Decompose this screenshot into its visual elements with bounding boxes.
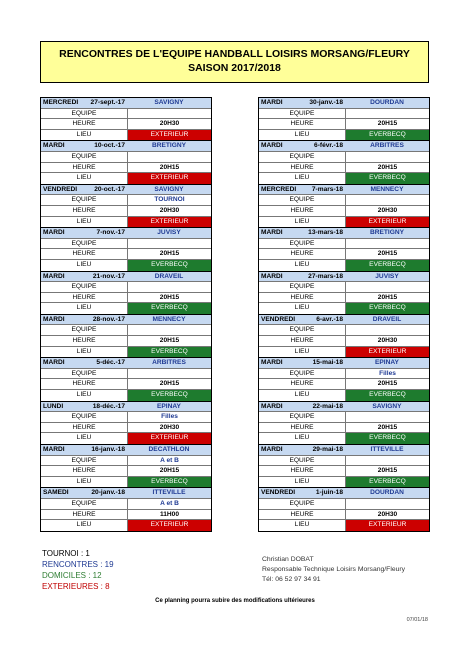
equipe-value [345,195,429,205]
match-header [41,141,211,152]
heure-label: HEURE [72,467,96,475]
heure-value: 20H15 [345,249,429,259]
heure-label: HEURE [290,293,314,301]
heure-label: HEURE [290,510,314,518]
opponent-team: ITTEVILLE [152,489,186,497]
lieu-label: LIEU [294,391,310,399]
match-header [259,228,429,239]
equipe-label: EQUIPE [71,239,97,247]
opponent-team: DOURDAN [370,99,404,106]
equipe-row [259,282,429,293]
lieu-row [259,347,429,358]
equipe-row [259,499,429,510]
match-day: LUNDI [43,402,64,410]
equipe-row [259,325,429,336]
equipe-row [41,282,211,293]
opponent-team: SAVIGNY [372,402,402,410]
document-date: 07/01/18 [406,617,428,623]
match-day: MARDI [43,359,65,367]
heure-row [41,163,211,174]
heure-label: HEURE [72,510,96,518]
heure-value: 20H15 [127,379,211,389]
equipe-label: EQUIPE [71,499,97,507]
equipe-row [259,412,429,423]
heure-row [259,206,429,217]
match-day: MARDI [43,229,65,237]
opponent-team: DRAVEIL [372,315,402,323]
heure-label: HEURE [72,423,96,431]
heure-row [259,336,429,347]
equipe-value: Filles [345,369,429,379]
opponent-team: JUVISY [157,229,181,237]
equipe-label: EQUIPE [289,456,315,464]
lieu-row [41,477,211,488]
match-date: 30-janv.-18 [309,99,343,106]
heure-row [259,466,429,477]
equipe-label: EQUIPE [289,196,315,204]
opponent-team: MENNECY [370,185,404,193]
lieu-row [41,347,211,358]
equipe-value [127,282,211,292]
match-day: MARDI [43,272,65,280]
heure-row [41,336,211,347]
match-block [258,358,430,401]
equipe-label: EQUIPE [289,283,315,291]
heure-label: HEURE [290,206,314,214]
equipe-label: EQUIPE [71,152,97,160]
heure-row [41,119,211,130]
match-date: 15-mai-18 [312,359,343,367]
match-day: MARDI [43,315,65,323]
right-schedule-column [258,97,430,532]
equipe-row [41,109,211,120]
signature-phone: Tél: 06 52 97 34 91 [262,576,321,583]
equipe-value [345,456,429,466]
lieu-value: EVERBECQ [345,173,429,184]
match-block [258,402,430,445]
lieu-value: EXTERIEUR [127,433,211,444]
equipe-label: EQUIPE [71,413,97,421]
lieu-label: LIEU [294,477,310,485]
heure-label: HEURE [72,380,96,388]
heure-row [259,293,429,304]
match-header [259,185,429,196]
lieu-row [41,390,211,401]
match-block [258,315,430,358]
match-block [40,185,212,228]
heure-value: 20H30 [127,423,211,433]
lieu-label: LIEU [76,521,92,529]
match-block [258,228,430,271]
opponent-team: DOURDAN [370,489,404,497]
match-block [40,315,212,358]
equipe-value: Filles [127,412,211,422]
match-day: MERCREDI [261,185,297,193]
equipe-label: EQUIPE [289,499,315,507]
heure-value: 20H15 [127,249,211,259]
lieu-value: EXTERIEUR [345,217,429,228]
heure-label: HEURE [290,120,314,128]
match-header [259,315,429,326]
match-date: 20-janv.-18 [91,489,125,497]
match-day: MARDI [43,142,65,150]
equipe-value [345,412,429,422]
footer-note: Ce planning pourra subire des modifications ultérieures [155,598,315,604]
lieu-row [259,173,429,184]
lieu-value: EVERBECQ [127,390,211,401]
summary-exterieures: EXTERIEURES : 8 [42,582,110,591]
match-date: 10-oct.-17 [94,142,125,150]
match-block [258,488,430,531]
lieu-value: EXTERIEUR [127,520,211,531]
equipe-value [127,109,211,119]
lieu-row [259,390,429,401]
equipe-value: A et B [127,499,211,509]
match-header [259,445,429,456]
equipe-row [41,369,211,380]
match-header [259,402,429,413]
equipe-row [41,325,211,336]
lieu-label: LIEU [294,347,310,355]
heure-row [41,423,211,434]
match-header [41,315,211,326]
lieu-label: LIEU [76,347,92,355]
match-day: VENDREDI [261,489,296,497]
lieu-value: EVERBECQ [127,260,211,271]
match-day: VENDREDI [261,315,296,323]
title-line-2: SAISON 2017/2018 [188,62,281,74]
equipe-value: TOURNOI [127,195,211,205]
match-date: 5-déc.-17 [96,359,125,367]
match-header [41,445,211,456]
season-summary [42,548,114,592]
lieu-value: EXTERIEUR [345,520,429,531]
lieu-value: EVERBECQ [345,433,429,444]
match-block [258,141,430,184]
lieu-row [259,260,429,271]
lieu-value: EXTERIEUR [345,347,429,358]
match-day: MARDI [261,272,283,280]
match-date: 6-févr.-18 [314,142,343,150]
lieu-row [41,520,211,531]
lieu-label: LIEU [294,521,310,529]
match-header [41,98,211,109]
match-header [41,228,211,239]
equipe-row [259,456,429,467]
equipe-label: EQUIPE [71,456,97,464]
lieu-value: EVERBECQ [345,260,429,271]
opponent-team: ARBITRES [370,142,404,150]
match-header [259,488,429,499]
lieu-row [259,217,429,228]
equipe-row [41,239,211,250]
heure-value: 20H15 [127,293,211,303]
match-block [40,272,212,315]
lieu-label: LIEU [76,391,92,399]
heure-value: 20H15 [345,379,429,389]
equipe-value: A et B [127,456,211,466]
lieu-row [41,173,211,184]
summary-tournoi: TOURNOI : 1 [42,549,90,558]
equipe-label: EQUIPE [289,369,315,377]
heure-label: HEURE [290,423,314,431]
lieu-value: EVERBECQ [345,477,429,488]
match-header [41,402,211,413]
lieu-row [41,130,211,141]
equipe-label: EQUIPE [71,196,97,204]
equipe-label: EQUIPE [289,109,315,117]
match-date: 22-mai-18 [312,402,343,410]
lieu-label: LIEU [294,174,310,182]
lieu-label: LIEU [294,434,310,442]
match-block [258,97,430,141]
lieu-label: LIEU [76,130,92,138]
heure-label: HEURE [72,337,96,345]
heure-value: 20H30 [345,510,429,520]
lieu-label: LIEU [76,260,92,268]
match-date: 18-déc.-17 [92,402,125,410]
heure-row [259,423,429,434]
opponent-team: ITTEVILLE [370,446,404,453]
opponent-team: SAVIGNY [154,99,184,106]
opponent-team: BRETIGNY [369,229,405,237]
heure-row [41,293,211,304]
match-date: 27-mars-18 [308,272,343,280]
equipe-row [259,195,429,206]
lieu-value: EVERBECQ [345,303,429,314]
lieu-label: LIEU [294,304,310,312]
lieu-row [259,303,429,314]
match-day: MARDI [261,402,283,410]
equipe-value [345,499,429,509]
match-date: 20-oct.-17 [94,185,125,193]
match-date: 28-nov.-17 [92,315,125,323]
match-header [259,98,429,109]
equipe-row [259,152,429,163]
lieu-row [41,433,211,444]
match-date: 6-avr.-18 [316,315,343,323]
heure-value: 20H15 [345,466,429,476]
match-day: SAMEDI [43,489,69,497]
heure-label: HEURE [290,250,314,258]
match-block [40,445,212,488]
lieu-value: EXTERIEUR [127,173,211,184]
equipe-value [345,239,429,249]
match-block [40,141,212,184]
heure-row [259,119,429,130]
equipe-value [127,152,211,162]
lieu-row [41,260,211,271]
equipe-row [41,499,211,510]
heure-label: HEURE [72,293,96,301]
match-day: MARDI [261,229,283,237]
summary-domiciles: DOMICILES : 12 [42,571,102,580]
summary-rencontres: RENCONTRES : 19 [42,560,114,569]
match-header [259,141,429,152]
heure-value: 20H30 [127,119,211,129]
match-day: MARDI [261,142,283,150]
equipe-label: EQUIPE [71,326,97,334]
signature-block [262,555,405,585]
match-date: 13-mars-18 [308,229,343,237]
lieu-label: LIEU [76,174,92,182]
equipe-value [345,325,429,335]
equipe-value [345,109,429,119]
lieu-row [41,303,211,314]
heure-row [41,206,211,217]
equipe-label: EQUIPE [71,109,97,117]
heure-label: HEURE [290,337,314,345]
opponent-team: EPINAY [157,402,181,410]
heure-label: HEURE [290,467,314,475]
lieu-label: LIEU [294,217,310,225]
heure-row [259,510,429,521]
opponent-team: BRETIGNY [151,142,187,150]
equipe-value [127,369,211,379]
lieu-row [41,217,211,228]
lieu-label: LIEU [76,304,92,312]
heure-row [41,466,211,477]
heure-label: HEURE [72,120,96,128]
equipe-label: EQUIPE [289,326,315,334]
lieu-row [259,433,429,444]
heure-row [259,249,429,260]
heure-value: 20H15 [345,163,429,173]
match-header [41,358,211,369]
equipe-label: EQUIPE [289,413,315,421]
equipe-row [41,412,211,423]
heure-row [41,510,211,521]
heure-label: HEURE [72,250,96,258]
equipe-row [259,369,429,380]
lieu-label: LIEU [294,130,310,138]
opponent-team: EPINAY [375,359,399,367]
match-date: 27-sept.-17 [90,99,125,106]
equipe-row [41,152,211,163]
equipe-row [41,456,211,467]
heure-value: 20H15 [345,293,429,303]
lieu-value: EVERBECQ [127,347,211,358]
signature-name: Christian DOBAT [262,556,314,563]
match-day: MARDI [43,446,65,453]
heure-value: 20H15 [127,163,211,173]
equipe-value [127,325,211,335]
lieu-label: LIEU [294,260,310,268]
match-date: 7-mars-18 [311,185,343,193]
heure-value: 20H15 [345,423,429,433]
opponent-team: ARBITRES [152,359,186,367]
lieu-value: EVERBECQ [127,303,211,314]
heure-value: 20H30 [345,336,429,346]
match-header [259,272,429,283]
match-day: MARDI [261,446,283,453]
match-header [41,272,211,283]
opponent-team: JUVISY [375,272,399,280]
equipe-value [345,282,429,292]
match-block [258,445,430,488]
match-date: 29-mai-18 [312,446,343,453]
equipe-value [345,152,429,162]
heure-label: HEURE [72,206,96,214]
match-day: MARDI [261,99,283,106]
equipe-label: EQUIPE [289,239,315,247]
match-header [259,358,429,369]
heure-row [41,379,211,390]
match-header [41,488,211,499]
heure-label: HEURE [290,163,314,171]
heure-row [41,249,211,260]
left-schedule-column [40,97,212,532]
match-date: 16-janv.-18 [91,446,125,453]
lieu-value: EVERBECQ [127,477,211,488]
match-date: 1-juin-18 [315,489,343,497]
lieu-label: LIEU [76,477,92,485]
heure-value: 11H00 [127,510,211,520]
heure-value: 20H15 [127,466,211,476]
match-block [40,228,212,271]
opponent-team: DRAVEIL [154,272,184,280]
match-block [40,97,212,141]
lieu-label: LIEU [76,434,92,442]
equipe-label: EQUIPE [71,283,97,291]
heure-value: 20H30 [345,206,429,216]
heure-row [259,379,429,390]
equipe-label: EQUIPE [71,369,97,377]
heure-value: 20H30 [127,206,211,216]
heure-label: HEURE [72,163,96,171]
heure-value: 20H15 [345,119,429,129]
equipe-label: EQUIPE [289,152,315,160]
lieu-label: LIEU [76,217,92,225]
opponent-team: SAVIGNY [154,185,184,193]
match-block [40,402,212,445]
lieu-value: EVERBECQ [345,130,429,141]
heure-value: 20H15 [127,336,211,346]
lieu-row [259,477,429,488]
lieu-value: EXTERIEUR [127,130,211,141]
heure-label: HEURE [290,380,314,388]
match-block [40,488,212,531]
match-block [258,272,430,315]
heure-row [259,163,429,174]
equipe-row [259,109,429,120]
opponent-team: MENNECY [152,315,186,323]
lieu-row [259,520,429,531]
match-header [41,185,211,196]
equipe-row [259,239,429,250]
signature-role: Responsable Technique Loisirs Morsang/Fleury [262,566,406,573]
match-day: MARDI [261,359,283,367]
equipe-value [127,239,211,249]
match-block [258,185,430,228]
match-block [40,358,212,401]
match-date: 21-nov.-17 [92,272,125,280]
match-date: 7-nov.-17 [96,229,125,237]
title-line-1: RENCONTRES DE L'EQUIPE HANDBALL LOISIRS MORSANG/FLEURY [59,48,410,60]
lieu-value: EVERBECQ [345,390,429,401]
equipe-row [41,195,211,206]
match-day: VENDREDI [43,185,78,193]
opponent-team: DECATHLON [148,446,190,453]
schedule-title [40,41,429,83]
match-day: MERCREDI [43,99,79,106]
lieu-row [259,130,429,141]
lieu-value: EXTERIEUR [127,217,211,228]
